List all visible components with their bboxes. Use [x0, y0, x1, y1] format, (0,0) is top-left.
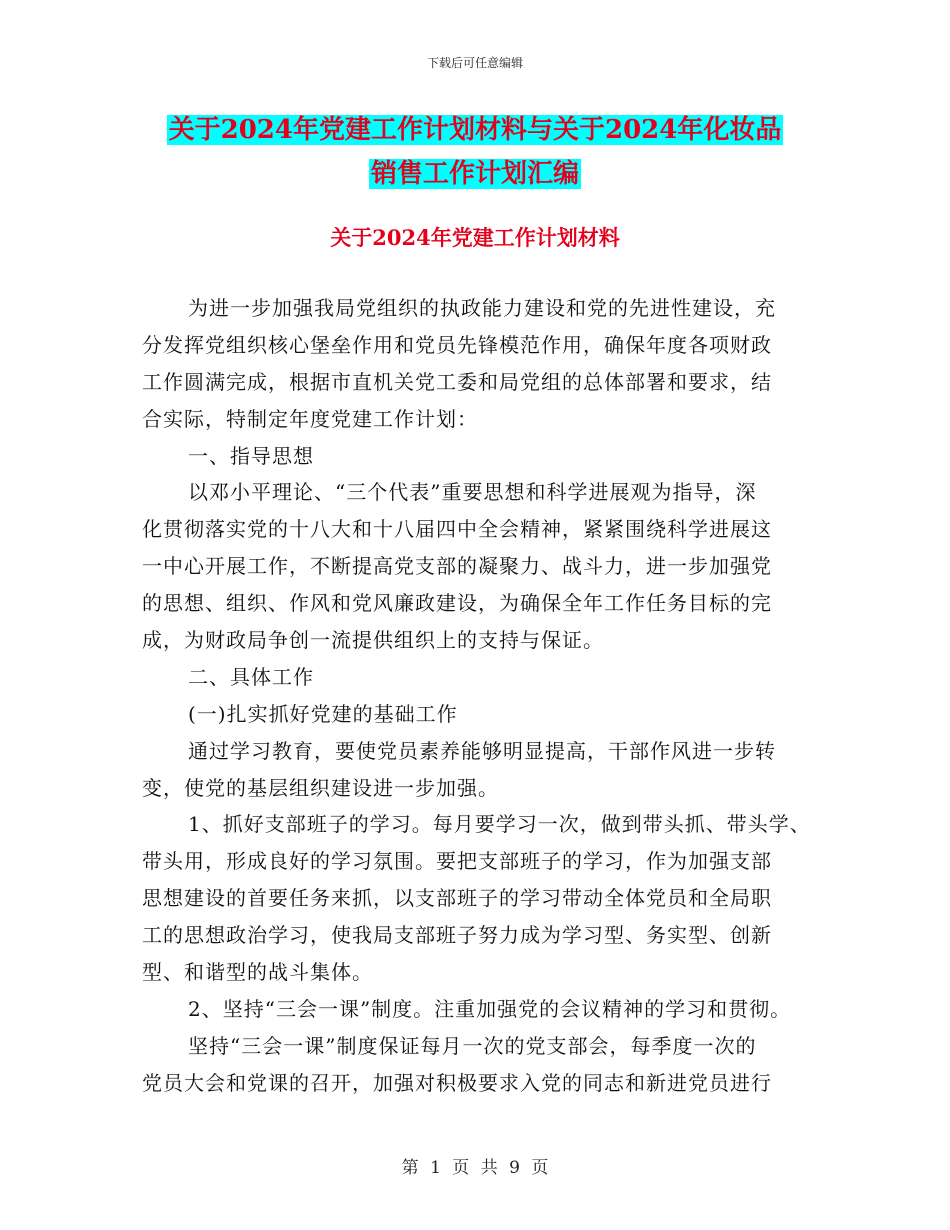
document-title-text-1: 关于2024年党建工作计划材料与关于2024年化妆品: [168, 115, 782, 145]
paragraph-line: 党员大会和党课的召开，加强对积极要求入党的同志和新进党员进行: [142, 1070, 772, 1095]
paragraph-line: 通过学习教育，要使党员素养能够明显提高，干部作风进一步转: [188, 738, 776, 763]
paragraph-line: 为进一步加强我局党组织的执政能力建设和党的先进性建设，充: [188, 296, 776, 320]
paragraph-line: 工的思想政治学习，使我局支部班子努力成为学习型、务实型、创新: [142, 923, 772, 948]
paragraph-line: 带头用，形成良好的学习氛围。要把支部班子的学习，作为加强支部: [142, 849, 772, 874]
document-body: [142, 290, 832, 1102]
paragraph-line: 一中心开展工作，不断提高党支部的凝聚力、战斗力，进一步加强党: [142, 554, 772, 579]
paragraph-line: 思想建设的首要任务来抓，以支部班子的学习带动全体党员和全局职: [142, 886, 772, 911]
section-title: 关于2024年党建工作计划材料: [330, 225, 620, 250]
paragraph-line: 以邓小平理论、“三个代表”重要思想和科学进展观为指导，深: [188, 480, 757, 505]
paragraph-line: 工作圆满完成，根据市直机关党工委和局党组的总体部署和要求，结: [142, 369, 772, 394]
paragraph-line: 的思想、组织、作风和党风廉政建设，为确保全年工作任务目标的完: [142, 591, 772, 616]
paragraph-line: 合实际，特制定年度党建工作计划：: [142, 406, 478, 431]
document-title-line-2: [0, 157, 950, 191]
document-title-line-1: [0, 113, 950, 147]
subheading-foundation-work: (一)扎实抓好党建的基础工作: [188, 701, 458, 726]
paragraph-line: 1、抓好支部班子的学习。每月要学习一次，做到带头抓、带头学、: [188, 812, 811, 837]
paragraph-line: 化贯彻落实党的十八大和十八届四中全会精神，紧紧围绕科学进展这: [142, 517, 772, 542]
paragraph-line: 成，为财政局争创一流提供组织上的支持与保证。: [142, 628, 604, 653]
document-title-text-2: 销售工作计划汇编: [370, 159, 579, 189]
paragraph-line: 坚持“三会一课”制度保证每月一次的党支部会，每季度一次的: [188, 1033, 757, 1058]
paragraph-line: 2、坚持“三会一课”制度。注重加强党的会议精神的学习和贯彻。: [188, 996, 792, 1021]
heading-guiding-thought: 一、指导思想: [188, 443, 314, 468]
page-footer: 第 1 页 共 9 页: [401, 1158, 549, 1178]
paragraph-line: 分发挥党组织核心堡垒作用和党员先锋模范作用，确保年度各项财政: [142, 332, 772, 357]
paragraph-line: 变，使党的基层组织建设进一步加强。: [142, 775, 499, 800]
heading-specific-work: 二、具体工作: [188, 664, 314, 689]
header-note: 下载后可任意编辑: [426, 56, 523, 70]
paragraph-line: 型、和谐型的战斗集体。: [142, 960, 373, 985]
